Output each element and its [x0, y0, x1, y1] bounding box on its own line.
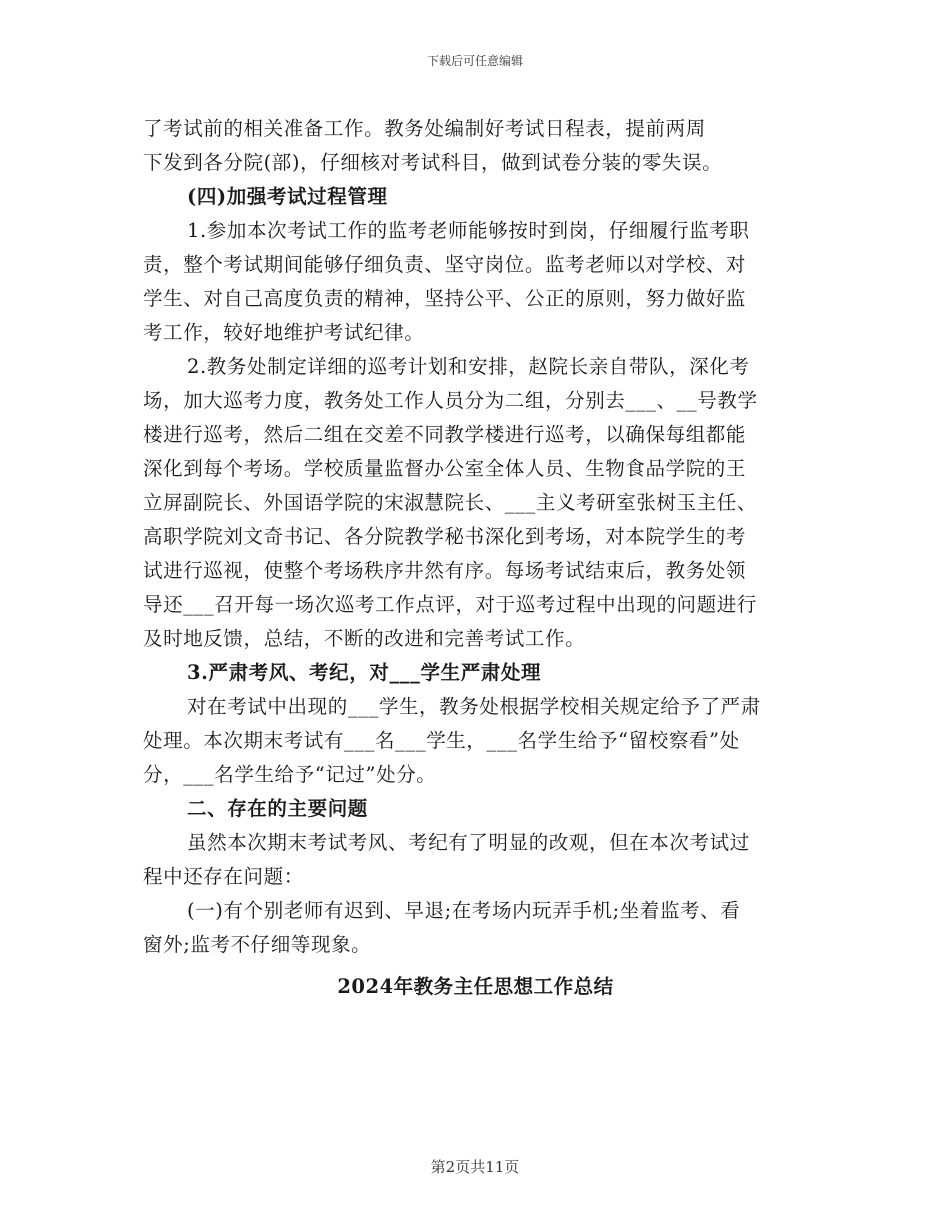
paragraph-line: 分，___名学生给予“记过”处分。 — [143, 763, 437, 786]
section-heading: 二、存在的主要问题 — [187, 797, 368, 820]
paragraph-line: 程中还存在问题： — [143, 865, 304, 888]
paragraph-line: 试进行巡视，使整个考场秩序井然有序。每场考试结束后，教务处领 — [143, 559, 747, 582]
paragraph-line: 对在考试中出现的___学生，教务处根据学校相关规定给予了严肃 — [187, 695, 761, 718]
section-heading: (四)加强考试过程管理 — [187, 185, 388, 208]
paragraph-line: 下发到各分院(部)，仔细核对考试科目，做到试卷分装的零失误。 — [143, 151, 723, 174]
paragraph-line: 场，加大巡考力度，教务处工作人员分为二组，分别去___、__号教学 — [143, 389, 758, 412]
paragraph-line: 虽然本次期末考试考风、考纪有了明显的改观，但在本次考试过 — [187, 831, 750, 854]
paragraph-line: 导还___召开每一场次巡考工作点评，对于巡考过程中出现的问题进行 — [143, 593, 757, 616]
paragraph-line: 1.参加本次考试工作的监考老师能够按时到岗，仔细履行监考职 — [187, 219, 750, 242]
paragraph-line: (一)有个别老师有迟到、早退;在考场内玩弄手机;坐着监考、看 — [187, 899, 741, 922]
paragraph-line: 学生、对自己高度负责的精神，坚持公平、公正的原则，努力做好监 — [143, 287, 747, 310]
paragraph-line: 了考试前的相关准备工作。教务处编制好考试日程表，提前两周 — [143, 117, 706, 140]
document-body — [143, 112, 808, 1004]
paragraph-line: 高职学院刘文奇书记、各分院教学秘书深化到考场，对本院学生的考 — [143, 525, 747, 548]
paragraph-line: 窗外;监考不仔细等现象。 — [143, 933, 372, 956]
paragraph-line: 处理。本次期末考试有___名___学生，___名学生给予“留校察看”处 — [143, 729, 740, 752]
paragraph-line: 楼进行巡考，然后二组在交差不同教学楼进行巡考，以确保每组都能 — [143, 423, 747, 446]
paragraph-line: 责，整个考试期间能够仔细负责、坚守岗位。监考老师以对学校、对 — [143, 253, 747, 276]
paragraph-line: 2.教务处制定详细的巡考计划和安排，赵院长亲自带队，深化考 — [187, 355, 750, 378]
page-header-note: 下载后可任意编辑 — [426, 54, 523, 68]
document-title: 2024年教务主任思想工作总结 — [337, 975, 614, 998]
paragraph-line: 及时地反馈，总结，不断的改进和完善考试工作。 — [143, 627, 586, 650]
paragraph-line: 考工作，较好地维护考试纪律。 — [143, 321, 425, 344]
section-heading: 3.严肃考风、考纪，对___学生严肃处理 — [187, 661, 542, 684]
page-number: 第2页共11页 — [430, 1158, 520, 1176]
paragraph-line: 深化到每个考场。学校质量监督办公室全体人员、生物食品学院的王 — [143, 457, 747, 480]
paragraph-line: 立屏副院长、外国语学院的宋淑慧院长、___主义考研室张树玉主任、 — [143, 491, 757, 514]
